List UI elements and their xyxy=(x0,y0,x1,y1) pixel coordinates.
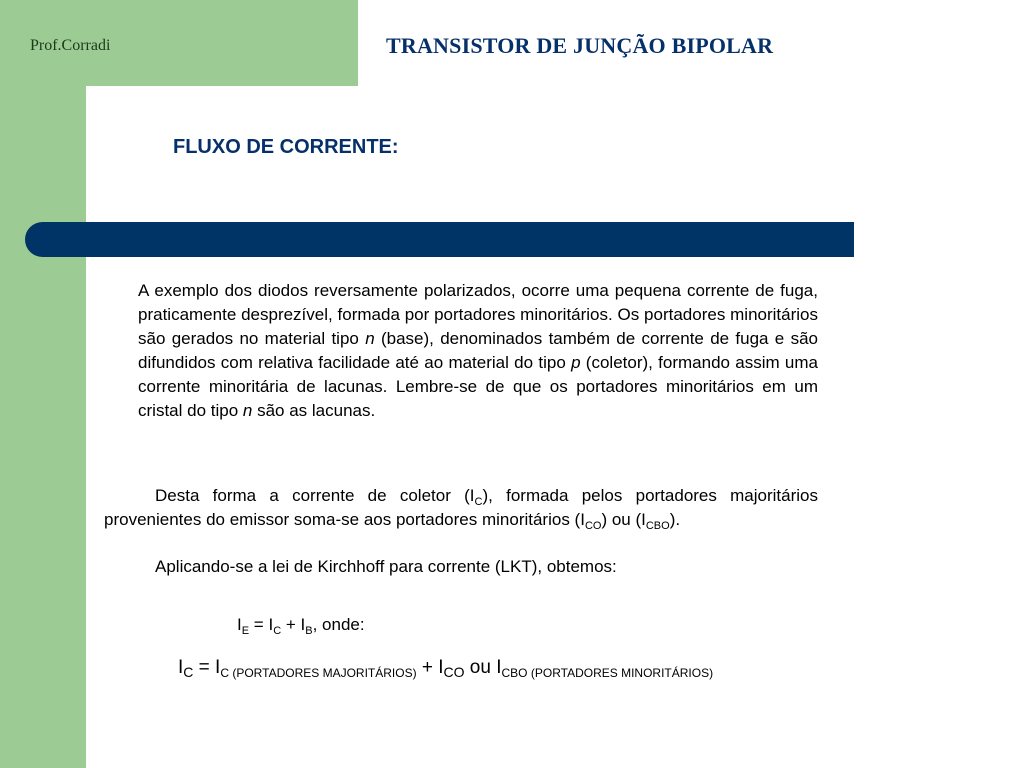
paragraph-kirchhoff: Aplicando-se a lei de Kirchhoff para corrente (LKT), obtemos: xyxy=(155,557,617,576)
author-label: Prof.Corradi xyxy=(30,37,111,54)
equation-collector-current: $I_C = I_{C (PORTADORES MAJORITÁRIOS)} + I_{CO}$ ou $I_{CBO (PORTADORES MINORITÁRIOS)}$ xyxy=(178,657,714,680)
rounded-corner xyxy=(86,86,146,146)
paragraph-collector-current: Desta forma a corrente de coletor $(I_C)$, formada pelos portadores majoritários provenientes do emissor soma-se aos portadores minoritários $(I_{CO})$ ou $(I_{CBO})$. xyxy=(104,486,818,532)
section-heading: FLUXO DE CORRENTE: xyxy=(173,136,399,158)
divider-band xyxy=(25,222,854,257)
left-green-bar xyxy=(0,0,86,768)
paragraph-leakage-current: A exemplo dos diodos reversamente polarizados, ocorre uma pequena corrente de fuga, praticamente desprezível, formada por portadores minoritários. Os portadores minoritários são gerados no material tipo n (base), denominados também de corrente de fuga e são difundidos com relativa facilidade até ao material do tipo p (coletor), formando assim uma corrente minoritária de lacunas. Lembre-se de que os portadores minoritários em um cristal do tipo n são as lacunas. xyxy=(138,281,818,420)
slide-title: TRANSISTOR DE JUNÇÃO BIPOLAR xyxy=(386,33,774,58)
equation-emitter-current: $I_E = I_C + I_B$, onde: xyxy=(237,615,365,637)
top-green-block xyxy=(86,0,358,86)
